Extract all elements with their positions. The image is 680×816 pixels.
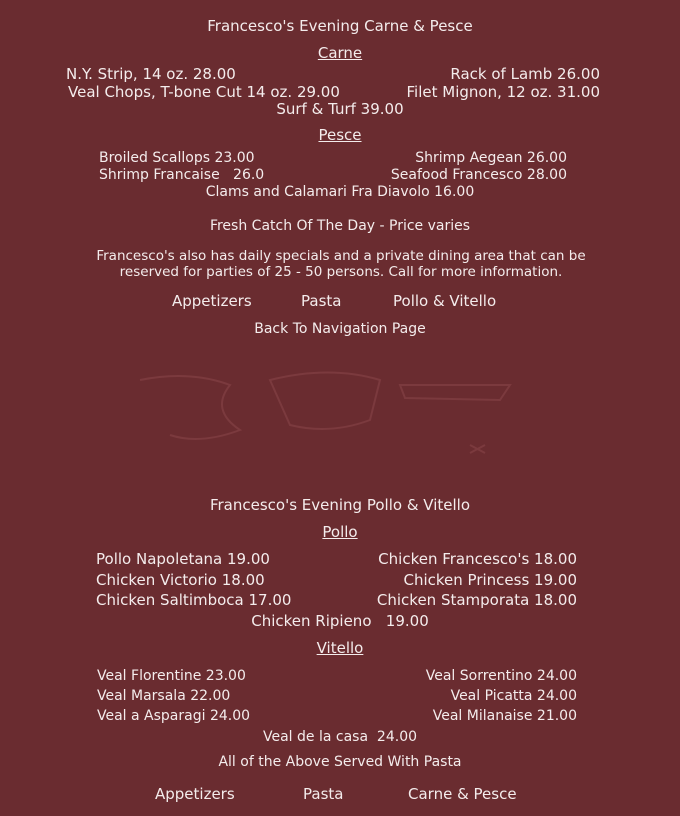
fresh-catch-note: Fresh Catch Of The Day - Price varies bbox=[209, 218, 471, 234]
nav-link-pasta-bottom[interactable]: Pasta bbox=[303, 785, 344, 803]
menu-item-chicken-victorio: Chicken Victorio 18.00 bbox=[96, 571, 265, 589]
menu-item-surf-turf: Surf & Turf 39.00 bbox=[276, 100, 404, 118]
menu-item-ny-strip: N.Y. Strip, 14 oz. 28.00 bbox=[66, 65, 236, 83]
menu-item-chicken-ripieno: Chicken Ripieno 19.00 bbox=[251, 612, 429, 630]
menu-item-chicken-stamporata: Chicken Stamporata 18.00 bbox=[376, 591, 577, 609]
logo-swirl-left bbox=[140, 376, 240, 439]
menu-item-veal-chops: Veal Chops, T-bone Cut 14 oz. 29.00 bbox=[68, 83, 340, 101]
logo-cross-mark bbox=[470, 445, 485, 453]
menu-item-veal-picatta: Veal Picatta 24.00 bbox=[450, 688, 577, 704]
menu-item-veal-florentine: Veal Florentine 23.00 bbox=[97, 668, 246, 684]
menu-item-veal-milanaise: Veal Milanaise 21.00 bbox=[432, 708, 577, 724]
nav-link-carne-pesce[interactable]: Carne & Pesce bbox=[408, 785, 517, 803]
logo-bar-right bbox=[400, 385, 510, 400]
menu-item-chicken-saltimboca: Chicken Saltimboca 17.00 bbox=[96, 591, 292, 609]
menu-item-broiled-scallops: Broiled Scallops 23.00 bbox=[99, 150, 255, 166]
nav-link-pollo-vitello[interactable]: Pollo & Vitello bbox=[393, 292, 497, 310]
menu-item-seafood-francesco: Seafood Francesco 28.00 bbox=[390, 167, 567, 183]
menu-item-veal-de-la-casa: Veal de la casa 24.00 bbox=[262, 729, 418, 745]
served-with-pasta-note: All of the Above Served With Pasta bbox=[218, 754, 462, 770]
nav-link-appetizers[interactable]: Appetizers bbox=[172, 292, 252, 310]
menu-item-veal-sorrentino: Veal Sorrentino 24.00 bbox=[425, 668, 577, 684]
pesce-heading: Pesce bbox=[318, 126, 362, 144]
carne-heading: Carne bbox=[317, 44, 363, 62]
menu-item-chicken-francescos: Chicken Francesco's 18.00 bbox=[378, 550, 577, 568]
menu-item-filet-mignon: Filet Mignon, 12 oz. 31.00 bbox=[406, 83, 600, 101]
vitello-heading: Vitello bbox=[316, 639, 364, 657]
pollo-vitello-title: Francesco's Evening Pollo & Vitello bbox=[209, 496, 471, 514]
menu-item-shrimp-francaise: Shrimp Francaise 26.0 bbox=[99, 167, 265, 183]
menu-item-pollo-napoletana: Pollo Napoletana 19.00 bbox=[96, 550, 270, 568]
restaurant-logo-watermark bbox=[130, 360, 530, 470]
menu-item-veal-asparagi: Veal a Asparagi 24.00 bbox=[97, 708, 251, 724]
menu-item-clams-calamari: Clams and Calamari Fra Diavolo 16.00 bbox=[205, 184, 475, 200]
nav-link-pasta[interactable]: Pasta bbox=[301, 292, 342, 310]
logo-shape-center bbox=[270, 373, 380, 430]
carne-pesce-title: Francesco's Evening Carne & Pesce bbox=[207, 17, 473, 35]
menu-item-chicken-princess: Chicken Princess 19.00 bbox=[403, 571, 577, 589]
back-to-navigation-link[interactable]: Back To Navigation Page bbox=[254, 321, 426, 337]
pollo-heading: Pollo bbox=[322, 523, 358, 541]
menu-item-rack-of-lamb: Rack of Lamb 26.00 bbox=[450, 65, 600, 83]
specials-note: Francesco's also has daily specials and a private dining area that can be reserved for parties of 25 - 50 persons. Call for more information. bbox=[96, 248, 586, 280]
menu-item-veal-marsala: Veal Marsala 22.00 bbox=[97, 688, 231, 704]
nav-link-appetizers-bottom[interactable]: Appetizers bbox=[155, 785, 235, 803]
menu-item-shrimp-aegean: Shrimp Aegean 26.00 bbox=[415, 150, 567, 166]
